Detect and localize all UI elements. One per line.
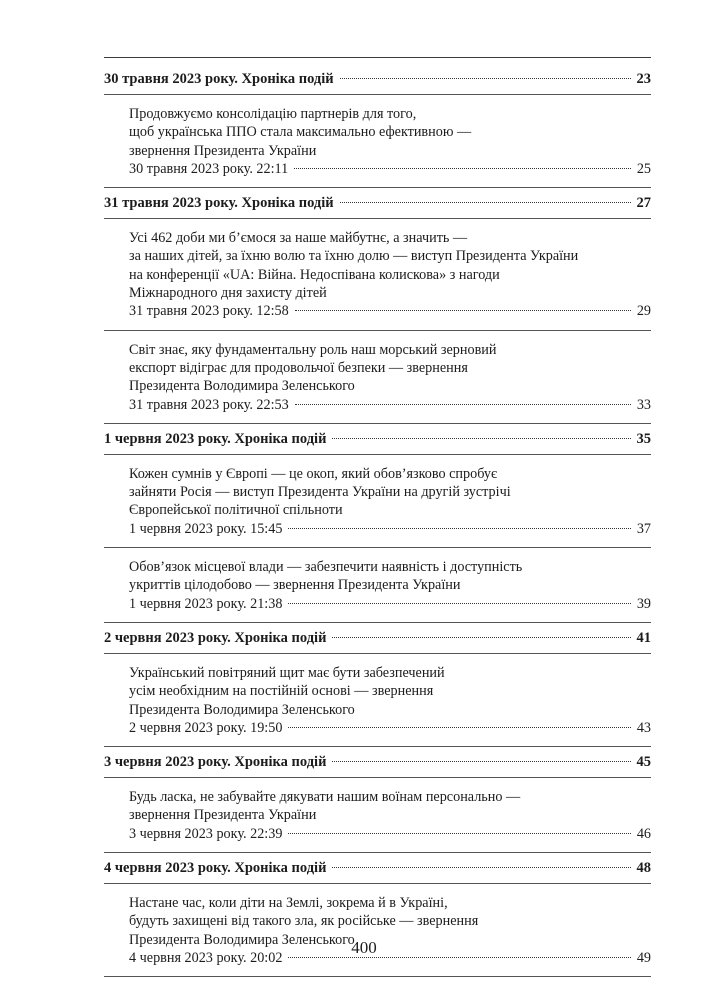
entry-title-line: укриттів цілодобово — звернення Президента України [129, 577, 461, 594]
entry-title-line: Світ знає, яку фундаментальну роль наш морський зерновий [129, 341, 497, 358]
toc-entry[interactable] [104, 558, 651, 613]
section-header[interactable] [104, 424, 651, 454]
entry-title-line: будуть захищені від такого зла, як російське — звернення [129, 913, 479, 930]
entry-date: 2 червня 2023 року. 19:50 [129, 719, 283, 736]
dot-leader [295, 310, 631, 311]
separator-rule [104, 330, 651, 331]
section-title: 31 травня 2023 року. Хроніка подій [104, 195, 334, 212]
top-rule [104, 57, 651, 58]
entry-date-line [129, 160, 651, 178]
entry-date-line [129, 520, 651, 538]
dot-leader [288, 528, 630, 529]
dot-leader [295, 404, 631, 405]
section-header[interactable] [104, 188, 651, 218]
toc-entry[interactable] [104, 664, 651, 737]
dot-leader [288, 603, 630, 604]
section-page-number: 45 [636, 754, 651, 771]
separator-rule [104, 94, 651, 95]
section-title: 2 червня 2023 року. Хроніка подій [104, 629, 327, 646]
table-of-contents [104, 64, 651, 977]
section-title: 3 червня 2023 року. Хроніка подій [104, 754, 327, 771]
dot-leader [332, 761, 630, 762]
entry-title-line: Міжнародного дня захисту дітей [129, 285, 327, 302]
dot-leader [332, 867, 630, 868]
entry-date-line [129, 825, 651, 843]
entry-title-line: Кожен сумнів у Європі — це окоп, який обов’язково спробує [129, 465, 498, 482]
page-number: 400 [351, 938, 377, 957]
section-header[interactable] [104, 623, 651, 653]
entry-title-line: на конференції «UA: Війна. Недоспівана колискова» з нагоди [129, 266, 500, 283]
entry-title-line: за наших дітей, за їхню волю та їхню долю — виступ Президента України [129, 248, 579, 265]
entry-page-number: 37 [636, 520, 651, 537]
entry-date-line [129, 595, 651, 613]
dot-leader [288, 833, 630, 834]
entry-title-line: Настане час, коли діти на Землі, зокрема й в Україні, [129, 895, 448, 912]
entry-title-line: звернення Президента України [129, 807, 317, 824]
entry-page-number: 25 [636, 160, 651, 177]
entry-date: 30 травня 2023 року. 22:11 [129, 160, 289, 177]
toc-entry[interactable] [104, 465, 651, 538]
entry-date: 31 травня 2023 року. 22:53 [129, 396, 289, 413]
separator-rule [104, 454, 651, 455]
entry-date: 3 червня 2023 року. 22:39 [129, 825, 283, 842]
entry-title-line: Усі 462 доби ми б’ємося за наше майбутнє, а значить — [129, 230, 468, 247]
section-page-number: 35 [636, 430, 651, 447]
dot-leader [340, 202, 631, 203]
dot-leader [340, 78, 631, 79]
dot-leader [332, 637, 630, 638]
entry-title-line: Президента Володимира Зеленського [129, 931, 355, 948]
section-page-number: 23 [636, 71, 651, 87]
entry-title-line: Обов’язок місцевої влади — забезпечити наявність і доступність [129, 559, 523, 576]
entry-title-line: щоб українська ППО стала максимально ефективною — [129, 124, 472, 141]
dot-leader [332, 438, 630, 439]
entry-page-number: 39 [636, 595, 651, 612]
entry-page-number: 49 [636, 949, 651, 966]
toc-entry[interactable] [104, 105, 651, 178]
section-title: 1 червня 2023 року. Хроніка подій [104, 430, 327, 447]
entry-date-line [129, 302, 651, 320]
section-title: 4 червня 2023 року. Хроніка подій [104, 860, 327, 877]
entry-page-number: 33 [636, 396, 651, 413]
entry-title-line: Європейської політичної спільноти [129, 502, 343, 519]
section-page-number: 48 [636, 860, 651, 877]
section-header[interactable] [104, 64, 651, 94]
separator-rule [104, 547, 651, 548]
entry-title-line: звернення Президента України [129, 142, 317, 159]
separator-rule [104, 218, 651, 219]
entry-title-line: Президента Володимира Зеленського [129, 378, 355, 395]
entry-date: 31 травня 2023 року. 12:58 [129, 303, 289, 320]
entry-page-number: 46 [636, 825, 651, 842]
entry-date: 4 червня 2023 року. 20:02 [129, 949, 283, 966]
entry-title-line: Президента Володимира Зеленського [129, 701, 355, 718]
section-title: 30 травня 2023 року. Хроніка подій [104, 71, 334, 87]
dot-leader [288, 727, 630, 728]
toc-entry[interactable] [104, 788, 651, 843]
dot-leader [294, 168, 631, 169]
separator-rule [104, 976, 651, 977]
entry-date: 1 червня 2023 року. 15:45 [129, 520, 283, 537]
entry-title-line: усім необхідним на постійній основі — звернення [129, 683, 434, 700]
toc-entry[interactable] [104, 229, 651, 320]
section-header[interactable] [104, 853, 651, 883]
separator-rule [104, 777, 651, 778]
entry-page-number: 43 [636, 719, 651, 736]
section-header[interactable] [104, 747, 651, 777]
entry-page-number: 29 [636, 303, 651, 320]
entry-title-line: Будь ласка, не забувайте дякувати нашим воїнам персонально — [129, 789, 521, 806]
section-page-number: 27 [636, 195, 651, 212]
entry-title-line: Український повітряний щит має бути забезпечений [129, 664, 445, 681]
separator-rule [104, 883, 651, 884]
entry-title-line: Продовжуємо консолідацію партнерів для того, [129, 106, 417, 122]
entry-date-line [129, 396, 651, 414]
entry-title-line: зайняти Росія — виступ Президента України на другій зустрічі [129, 484, 511, 501]
entry-date: 1 червня 2023 року. 21:38 [129, 595, 283, 612]
section-page-number: 41 [636, 629, 651, 646]
separator-rule [104, 653, 651, 654]
entry-title-line: експорт відіграє для продовольчої безпеки — звернення [129, 359, 468, 376]
entry-date-line [129, 719, 651, 737]
toc-entry[interactable] [104, 341, 651, 414]
